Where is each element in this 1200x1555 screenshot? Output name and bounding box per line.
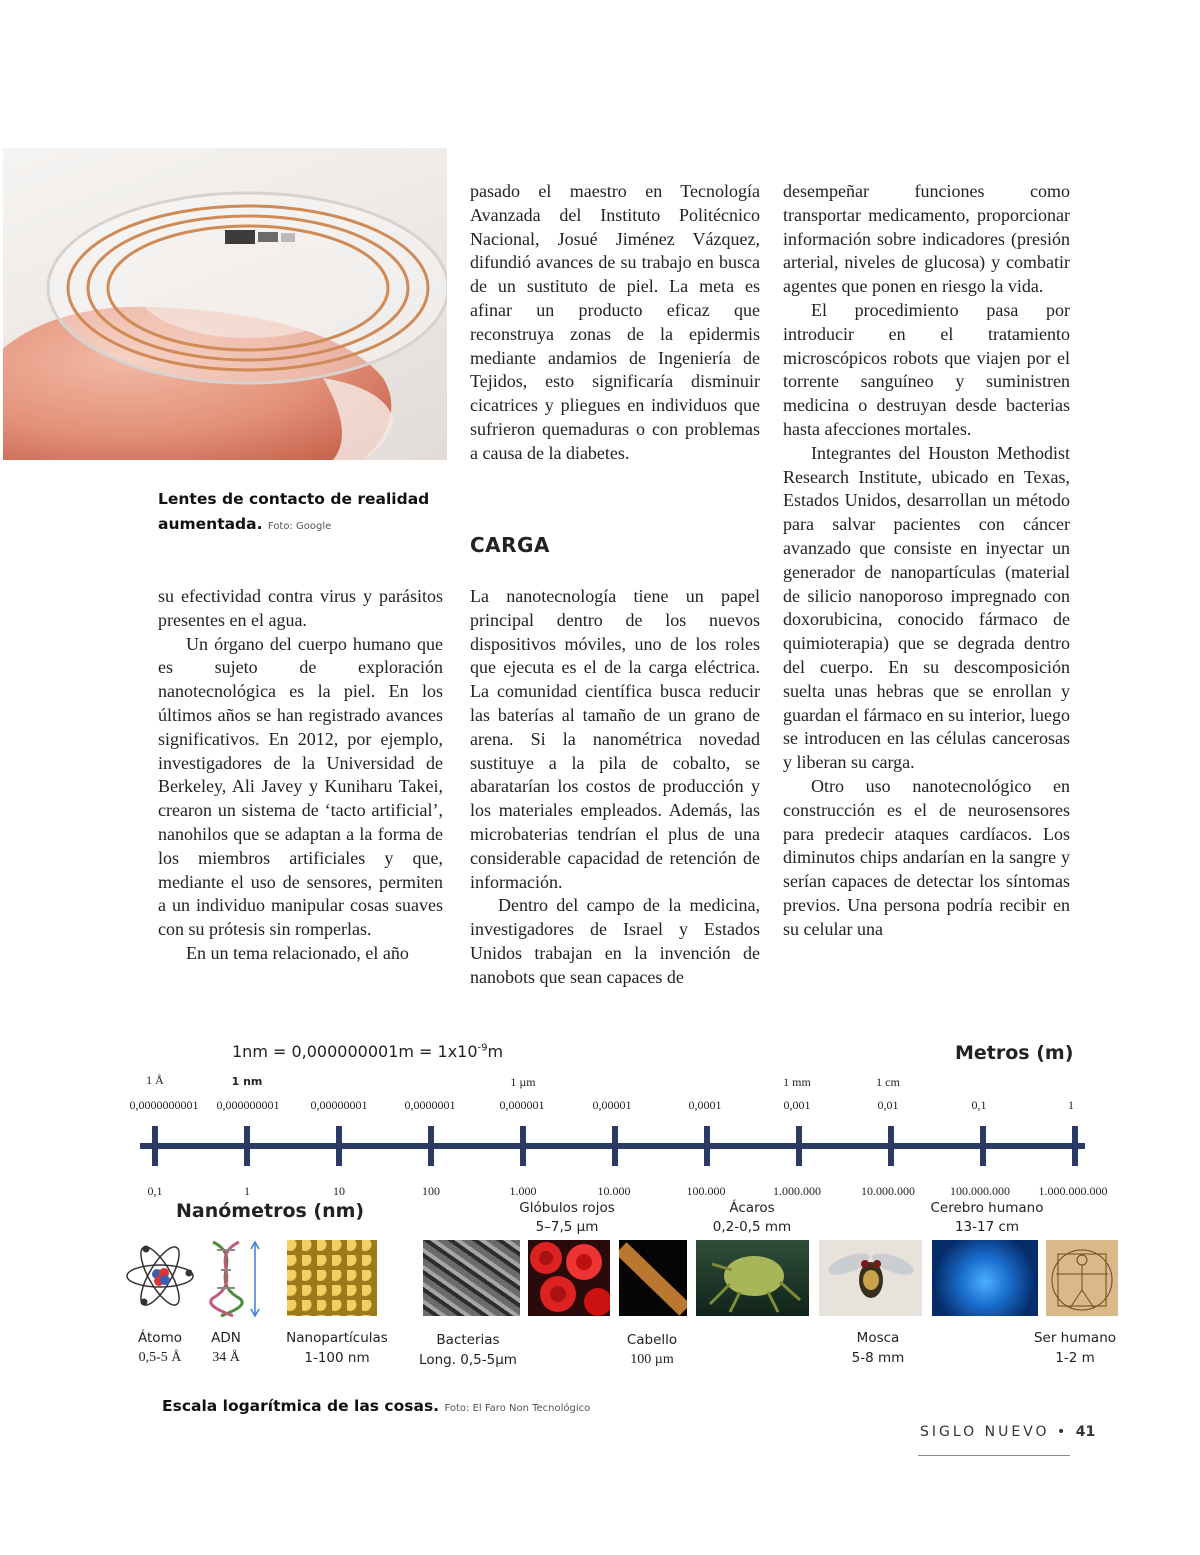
- article-column-3: [783, 180, 1070, 942]
- paragraph: su efectividad contra virus y parásitos presentes en el agua.: [158, 586, 443, 630]
- group-size: 13-17 cm: [954, 1219, 1020, 1235]
- unit-label-um: 1 µm: [510, 1075, 536, 1089]
- paragraph: En un tema relacionado, el año: [186, 942, 409, 963]
- atom-icon: [124, 1240, 196, 1312]
- article-column-1: [158, 585, 443, 966]
- meter-value: 0,1: [971, 1098, 987, 1112]
- nm-value: 100: [422, 1184, 440, 1198]
- scale-caption-title: Escala logarítmica de las cosas.: [162, 1397, 440, 1415]
- nm-value: 1: [244, 1184, 250, 1198]
- nm-value: 0,1: [147, 1184, 163, 1198]
- photo-caption: [158, 487, 448, 539]
- paragraph: Un órgano del cuerpo humano que es sujeto de exploración nanotecnológica es la piel. En los últimos años se han registrado avances significativos. En 2012, por ejemplo, investigadores de la Universidad de Berkeley, Ali Javey y Kuniharu Takei, crearon un sistema de ‘tacto artificial’, nanohilos que se adaptan a la forma de los miembros artificiales y que, mediante el uso de sensores, permiten a un individuo manipular cosas suaves con su prótesis sin romperlas.: [158, 633, 443, 940]
- meter-value: 0,000000001: [216, 1098, 280, 1112]
- item-size: 100 µm: [630, 1352, 674, 1367]
- item-label-hair: [577, 1330, 727, 1370]
- scale-caption: [162, 1397, 590, 1415]
- scale-equation: [232, 1042, 503, 1061]
- article-column-2: [470, 585, 760, 990]
- item-size: 1-100 nm: [304, 1350, 370, 1366]
- paragraph: Otro uso nanotecnológico en construcción es el de neurosensores para predecir ataques cardíacos. Los diminutos chips andarían en la sangre y serían capaces de detectar los síntomas previos. Una persona podría recibir en su celular una: [783, 775, 1070, 939]
- item-size: 0,5-5 Å: [138, 1350, 182, 1365]
- magazine-name: SIGLO NUEVO: [920, 1424, 1050, 1440]
- meter-value: 0,0000001: [404, 1098, 456, 1112]
- page-folio: [920, 1424, 1095, 1440]
- vitruvian-man-image: [1046, 1240, 1118, 1316]
- item-name: Mosca: [856, 1330, 900, 1346]
- group-name: Glóbulos rojos: [519, 1200, 615, 1216]
- meter-value: 0,01: [877, 1098, 899, 1112]
- photo-caption-credit: Foto: Google: [267, 521, 332, 532]
- item-name: Ser humano: [1033, 1330, 1117, 1346]
- red-blood-cells-image: [528, 1240, 610, 1316]
- brain-image: [932, 1240, 1038, 1316]
- scale-equation-base: 1nm = 0,000000001m = 1x10: [232, 1042, 478, 1061]
- unit-label-mm: 1 mm: [783, 1075, 811, 1089]
- nm-value: 1.000: [509, 1184, 537, 1198]
- nm-value: 10.000: [597, 1184, 631, 1198]
- unit-label-angstrom: 1 Å: [146, 1073, 164, 1087]
- item-label-nanoparticles: [262, 1328, 412, 1368]
- bacteria-image: [423, 1240, 520, 1316]
- nm-value: 10: [333, 1184, 345, 1198]
- meter-value: 1: [1068, 1098, 1074, 1112]
- paragraph: Dentro del campo de la medicina, investigadores de Israel y Estados Unidos trabajan en la invención de nanobots que sean capaces de: [470, 895, 760, 987]
- contact-lens-photo: [3, 148, 447, 460]
- item-size: 5-8 mm: [851, 1350, 905, 1366]
- nm-value: 1.000.000: [773, 1184, 821, 1198]
- dna-icon: [205, 1240, 267, 1318]
- item-name: Átomo: [138, 1330, 182, 1346]
- section-heading-carga: CARGA: [470, 533, 550, 557]
- mite-image: [696, 1240, 809, 1316]
- photo-caption-title: Lentes de contacto de realidad aumentada.: [158, 490, 430, 533]
- item-name: Bacterias: [436, 1332, 500, 1348]
- meter-value: 0,001: [783, 1098, 811, 1112]
- item-name: Cabello: [626, 1332, 678, 1348]
- item-name: ADN: [211, 1330, 241, 1346]
- nanoparticles-image: [287, 1240, 377, 1316]
- meters-title: Metros (m): [955, 1042, 1074, 1064]
- scale-equation-unit: m: [487, 1042, 504, 1061]
- article-column-2-top: [470, 180, 760, 466]
- item-label-bacteria: [393, 1330, 543, 1370]
- unit-label-cm: 1 cm: [876, 1075, 900, 1089]
- item-size: 34 Å: [212, 1350, 240, 1365]
- nm-value: 10.000.000: [861, 1184, 915, 1198]
- scale-caption-credit: Foto: El Faro Non Tecnológico: [444, 1403, 591, 1414]
- paragraph: La nanotecnología tiene un papel principal dentro de los nuevos dispositivos móviles, uno de los roles que ejecuta es el de la carga eléctrica. La comunidad científica busca reducir las baterías al tamaño de un grano de arena. Si la nanométrica novedad sustituye a la pila de cobalto, se abaratarían los costos de producción y los materiales empleados. Además, las microbaterias tendrían el plus de una considerable capacidad de retención de información.: [470, 586, 760, 892]
- group-size: 0,2-0,5 mm: [712, 1219, 792, 1235]
- folio-separator: •: [1057, 1424, 1069, 1440]
- item-size: Long. 0,5-5µm: [419, 1352, 517, 1368]
- nm-value: 1.000.000.000: [1038, 1184, 1108, 1198]
- item-name: Nanopartículas: [286, 1330, 388, 1346]
- nm-value: 100.000.000: [950, 1184, 1010, 1198]
- group-size: 5–7,5 µm: [535, 1219, 599, 1235]
- hair-image: [619, 1240, 687, 1316]
- fly-image: [819, 1240, 922, 1316]
- paragraph: El procedimiento pasa por introducir en el tratamiento microscópicos robots que viajen por el torrente sanguíneo y suministren medicina o destruyan desde bacterias hasta afecciones mortales.: [783, 299, 1070, 439]
- meter-value: 0,000001: [499, 1098, 545, 1112]
- meter-value: 0,00000001: [310, 1098, 368, 1112]
- group-name: Cerebro humano: [930, 1200, 1044, 1216]
- group-label-brain: [912, 1199, 1062, 1237]
- meter-value: 0,0000000001: [129, 1098, 199, 1112]
- scale-equation-exponent: -9: [477, 1042, 488, 1054]
- log-scale-axis: [140, 1124, 1085, 1168]
- item-label-fly: [803, 1328, 953, 1368]
- paragraph: pasado el maestro en Tecnología Avanzada del Instituto Politécnico Nacional, Josué Jiménez Vázquez, difundió avances de su trabajo en busca de un sustituto de piel. La meta es afinar un producto eficaz que reconstruya zonas de la epidermis mediante andamios de Ingeniería de Tejidos, esto significaría disminuir cicatrices y pliegues en individuos que sufrieron quemaduras o con problemas a causa de la diabetes.: [470, 181, 760, 463]
- page-number: 41: [1075, 1424, 1096, 1440]
- nanometers-title: Nanómetros (nm): [176, 1200, 365, 1222]
- meter-value: 0,00001: [592, 1098, 632, 1112]
- group-label-mites: [677, 1199, 827, 1237]
- group-name: Ácaros: [729, 1200, 775, 1216]
- paragraph: desempeñar funciones como transportar medicamento, proporcionar información sobre indicadores (presión arterial, niveles de glucosa) y combatir agentes que ponen en riesgo la vida.: [783, 181, 1070, 297]
- folio-rule: [918, 1455, 1070, 1456]
- item-label-human: [1000, 1328, 1150, 1368]
- group-label-red-cells: [487, 1199, 647, 1237]
- item-size: 1-2 m: [1055, 1350, 1095, 1366]
- unit-label-nm: 1 nm: [231, 1075, 263, 1088]
- nm-value: 100.000: [686, 1184, 726, 1198]
- paragraph: Integrantes del Houston Methodist Research Institute, ubicado en Texas, Estados Unidos, desarrollan un método para salvar pacientes con cáncer avanzado que consiste en inyectar un generador de nanopartículas (material de silicio nanoporoso impregnado con doxorubicina, conocido fármaco de quimioterapia) que se degrada dentro del cuerpo. En su descomposición suelta unas hebras que se enrollan y guardan el fármaco en su interior, luego se introducen en las células cancerosas y liberan su carga.: [783, 442, 1070, 773]
- meter-value: 0,0001: [688, 1098, 722, 1112]
